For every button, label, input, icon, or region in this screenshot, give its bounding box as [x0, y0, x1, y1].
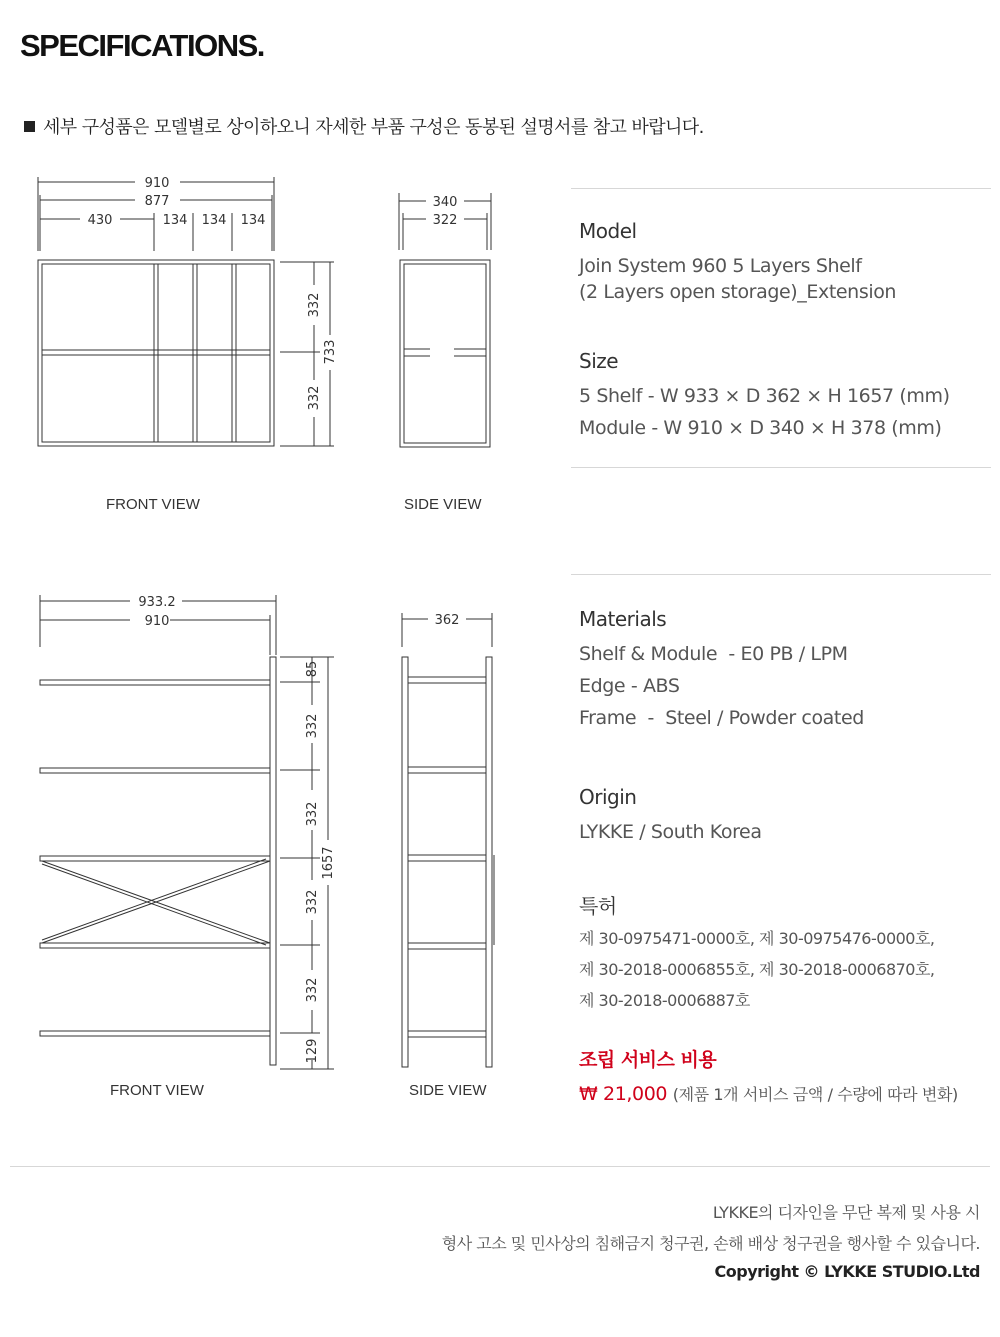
service-title: 조립 서비스 비용 [579, 1049, 717, 1071]
size-title: Size [579, 349, 619, 373]
model-line: Join System 960 5 Layers Shelf [579, 255, 862, 277]
dim-width-col2: 134 [201, 213, 227, 228]
dim-width-total: 933.2 [138, 595, 176, 610]
bullet-square-icon [24, 121, 35, 132]
bottom-front-view-label: FRONT VIEW [110, 1082, 204, 1099]
origin-section [579, 785, 979, 843]
dim-height-4: 332 [305, 977, 320, 1003]
dim-depth-total: 362 [434, 613, 460, 628]
service-price: ₩ 21,000 [579, 1083, 668, 1105]
page-title: SPECIFICATIONS. [20, 28, 264, 63]
top-front-view-label: FRONT VIEW [106, 496, 200, 513]
bottom-side-view-diagram [390, 605, 510, 1075]
materials-title: Materials [579, 607, 667, 631]
divider [571, 574, 991, 575]
origin-line: LYKKE / South Korea [579, 821, 762, 843]
patent-section [579, 890, 979, 1016]
dim-width-col3: 134 [240, 213, 266, 228]
origin-title: Origin [579, 785, 637, 809]
dim-height-total: 1657 [321, 846, 336, 880]
service-note: (제품 1개 서비스 금액 / 수량에 따라 변화) [672, 1085, 958, 1104]
footer-line: LYKKE의 디자인을 무단 복제 및 사용 시 [712, 1203, 980, 1222]
dim-depth-total: 340 [432, 195, 458, 210]
dim-height-1: 332 [305, 713, 320, 739]
size-line: 5 Shelf - W 933 × D 362 × H 1657 (mm) [579, 385, 950, 407]
dim-height-bottom: 129 [305, 1038, 320, 1064]
bottom-side-view-label: SIDE VIEW [409, 1082, 487, 1099]
dim-height-total: 733 [323, 339, 338, 365]
dim-width-inner: 877 [144, 194, 170, 209]
notice [24, 113, 704, 139]
top-side-view-label: SIDE VIEW [404, 496, 482, 513]
service-section [579, 1045, 979, 1105]
copyright: Copyright © LYKKE STUDIO.Ltd [714, 1262, 980, 1281]
dim-height-3: 332 [305, 889, 320, 915]
model-section [579, 219, 979, 303]
dim-width-total: 910 [144, 176, 170, 191]
dim-depth-inner: 322 [432, 213, 458, 228]
materials-section [579, 607, 979, 729]
patent-line: 제 30-0975471-0000호, 제 30-0975476-0000호, [579, 929, 935, 948]
footer-line: 형사 고소 및 민사상의 침해금지 청구권, 손해 배상 청구권을 행사할 수 있습니다. [441, 1234, 980, 1253]
dim-height-upper: 332 [307, 292, 322, 318]
materials-line: Edge - ABS [579, 675, 680, 697]
top-front-view-diagram [30, 165, 350, 460]
model-title: Model [579, 219, 637, 243]
dim-height-top: 85 [305, 660, 320, 678]
patent-line: 제 30-2018-0006855호, 제 30-2018-0006870호, [579, 960, 935, 979]
patent-line: 제 30-2018-0006887호 [579, 991, 750, 1010]
dim-width-left: 430 [87, 213, 113, 228]
bottom-front-view-diagram [30, 585, 350, 1080]
materials-line: Frame - Steel / Powder coated [579, 707, 864, 729]
patent-title: 특허 [579, 894, 617, 918]
dim-height-2: 332 [305, 801, 320, 827]
dim-width-inner: 910 [144, 614, 170, 629]
notice-text: 세부 구성품은 모델별로 상이하오니 자세한 부품 구성은 동봉된 설명서를 참고 바랍니다. [43, 117, 704, 138]
service-price-line [579, 1082, 979, 1105]
footer-divider [10, 1166, 990, 1167]
dim-height-lower: 332 [307, 385, 322, 411]
dim-width-col1: 134 [162, 213, 188, 228]
model-line: (2 Layers open storage)_Extension [579, 281, 897, 303]
size-line: Module - W 910 × D 340 × H 378 (mm) [579, 417, 942, 439]
top-side-view-diagram [390, 185, 500, 455]
divider [571, 188, 991, 189]
divider [571, 467, 991, 468]
materials-line: Shelf & Module - E0 PB / LPM [579, 643, 848, 665]
size-section [579, 349, 979, 439]
